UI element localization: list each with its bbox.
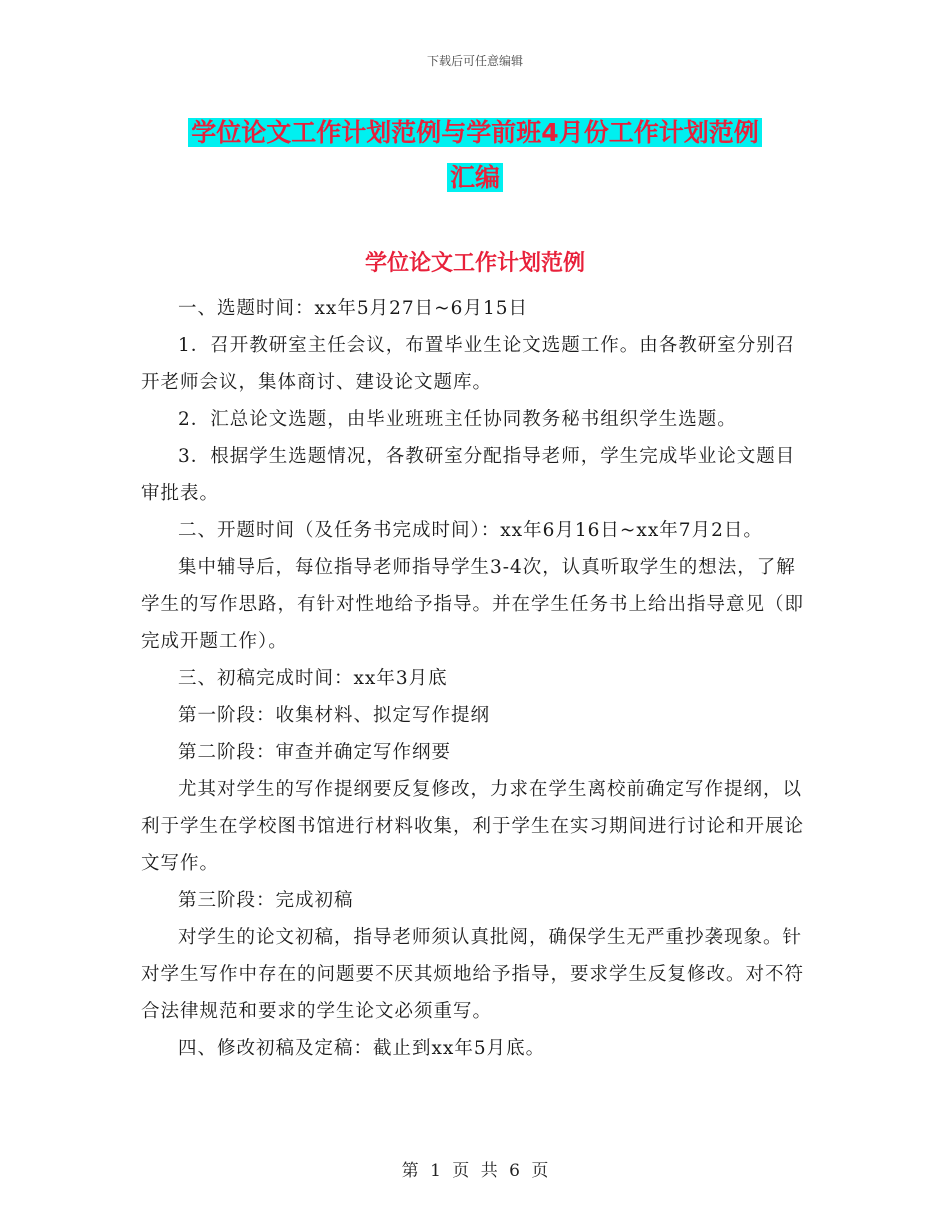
title-line-2: 汇编: [447, 163, 503, 192]
paragraph: 第一阶段：收集材料、拟定写作提纲: [178, 705, 491, 726]
paragraph: 2．汇总论文选题，由毕业班班主任协同教务秘书组织学生选题。: [178, 409, 737, 430]
paragraph: 3．根据学生选题情况，各教研室分配指导老师，学生完成毕业论文题目审批表。: [141, 446, 796, 504]
page-number-footer: 第 1 页 共 6 页: [401, 1161, 549, 1181]
paragraph: 1．召开教研室主任会议，布置毕业生论文选题工作。由各教研室分别召开老师会议，集体商讨、建设论文题库。: [141, 335, 796, 393]
header-note: 下载后可任意编辑: [426, 54, 523, 68]
title-line-1: 学位论文工作计划范例与学前班4月份工作计划范例: [188, 118, 761, 147]
paragraph: 第三阶段：完成初稿: [178, 890, 354, 911]
paragraph: 第二阶段：审查并确定写作纲要: [178, 742, 452, 763]
paragraph: 三、初稿完成时间：xx年3月底: [178, 668, 448, 689]
section-title: 学位论文工作计划范例: [364, 251, 585, 276]
paragraph: 四、修改初稿及定稿：截止到xx年5月底。: [178, 1038, 546, 1059]
paragraph: 二、开题时间（及任务书完成时间）：xx年6月16日~xx年7月2日。: [178, 520, 763, 541]
document-body: [141, 290, 811, 1067]
document-title: [140, 110, 810, 200]
paragraph: 集中辅导后，每位指导老师指导学生3-4次，认真听取学生的想法，了解学生的写作思路，有针对性地给予指导。并在学生任务书上给出指导意见（即完成开题工作）。: [141, 557, 805, 652]
paragraph: 一、选题时间：xx年5月27日~6月15日: [178, 298, 528, 319]
paragraph: 对学生的论文初稿，指导老师须认真批阅，确保学生无严重抄袭现象。针对学生写作中存在的问题要不厌其烦地给予指导，要求学生反复修改。对不符合法律规范和要求的学生论文必须重写。: [141, 927, 805, 1022]
paragraph: 尤其对学生的写作提纲要反复修改，力求在学生离校前确定写作提纲，以利于学生在学校图书馆进行材料收集，利于学生在实习期间进行讨论和开展论文写作。: [141, 779, 805, 874]
